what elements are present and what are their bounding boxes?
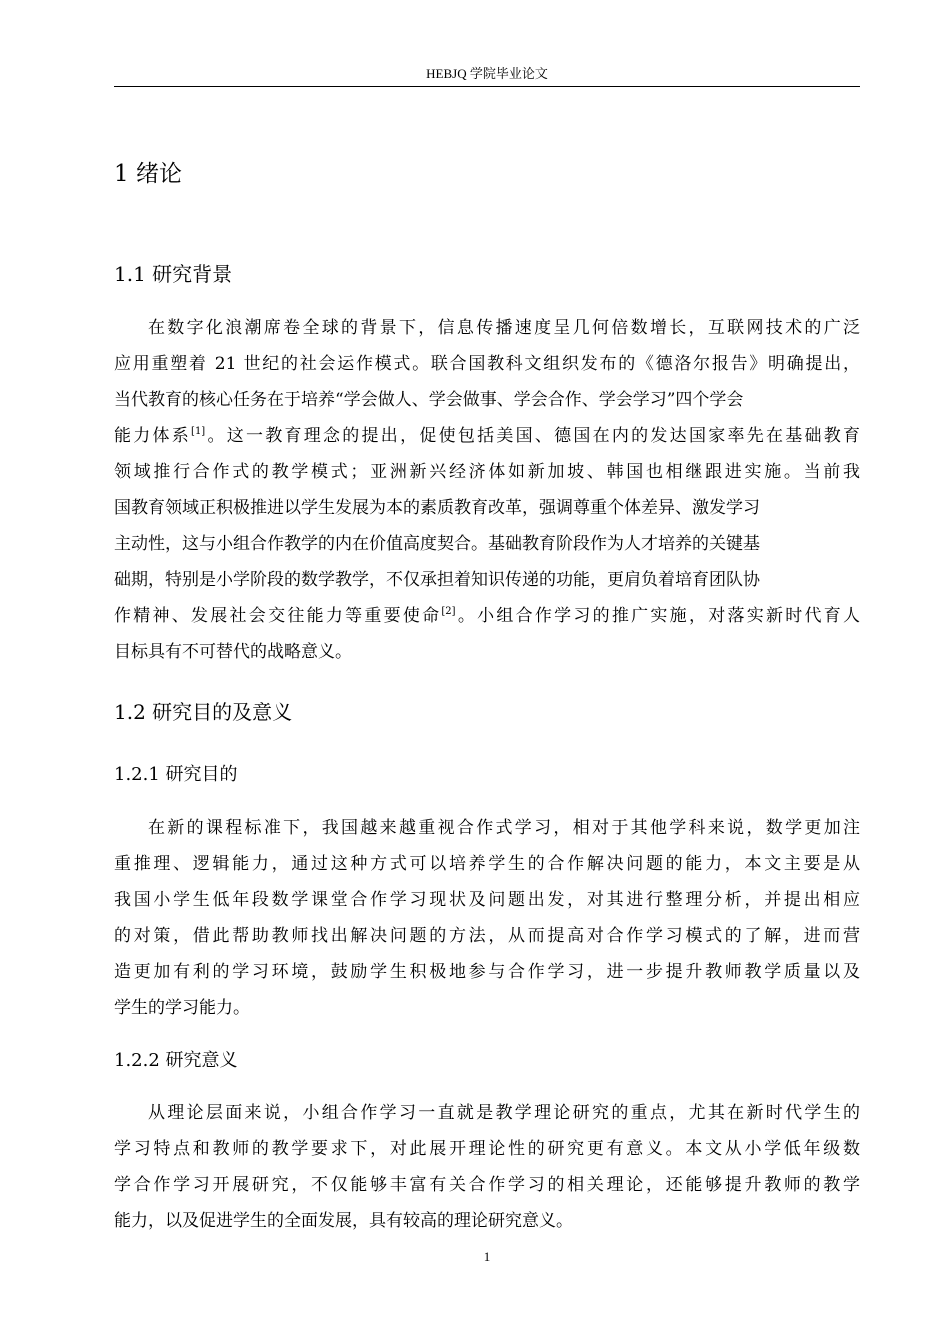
text-line: 目标具有不可替代的战略意义。: [114, 642, 352, 662]
section-title-1-2-2: 1.2.2 研究意义: [114, 1050, 238, 1071]
text-line: 重推理、逻辑能力，通过这种方式可以培养学生的合作解决问题的能力，本文主要是从: [114, 854, 860, 874]
text-line: 当代教育的核心任务在于培养“学会做人、学会做事、学会合作、学会学习”四个学会: [114, 390, 744, 410]
text-line: 的对策，借此帮助教师找出解决问题的方法，从而提高对合作学习模式的了解，进而营: [114, 926, 860, 946]
section-title-1-1: 1.1 研究背景: [114, 262, 233, 286]
text-line: 础期，特别是小学阶段的数学教学，不仅承担着知识传递的功能，更肩负着培育团队协: [114, 570, 760, 590]
text-line: 应用重塑着 21 世纪的社会运作模式。联合国教科文组织发布的《德洛尔报告》明确提出，: [114, 354, 860, 374]
paragraph-research-significance: [114, 1095, 860, 1239]
text-line: 学习特点和教师的教学要求下，对此展开理论性的研究更有意义。本文从小学低年级数: [114, 1139, 860, 1159]
section-title-1-2-1: 1.2.1 研究目的: [114, 764, 238, 785]
text-line: 造更加有利的学习环境，鼓励学生积极地参与合作学习，进一步提升教师教学质量以及: [114, 962, 860, 982]
text-line: 主动性，这与小组合作教学的内在价值高度契合。基础教育阶段作为人才培养的关键基: [114, 534, 760, 554]
text-line: 在数字化浪潮席卷全球的背景下，信息传播速度呈几何倍数增长，互联网技术的广泛: [148, 318, 860, 338]
chapter-title: 1 绪论: [114, 161, 182, 187]
text-line: 领域推行合作式的教学模式；亚洲新兴经济体如新加坡、韩国也相继跟进实施。当前我: [114, 462, 860, 482]
text-line-with-citation: [114, 418, 860, 454]
paragraph-research-purpose: [114, 810, 860, 1026]
page-number: 1: [483, 1249, 491, 1264]
text-fragment: 能力体系: [114, 426, 192, 446]
text-line: 能力，以及促进学生的全面发展，具有较高的理论研究意义。: [114, 1211, 573, 1231]
text-line: 从理论层面来说，小组合作学习一直就是教学理论研究的重点，尤其在新时代学生的: [148, 1103, 860, 1123]
header-rule: [114, 86, 860, 87]
section-title-1-2: 1.2 研究目的及意义: [114, 700, 293, 724]
text-line: 学合作学习开展研究，不仅能够丰富有关合作学习的相关理论，还能够提升教师的教学: [114, 1175, 860, 1195]
citation-ref-2: [2]: [441, 606, 456, 617]
text-line-with-citation: [114, 598, 860, 634]
text-line: 在新的课程标准下，我国越来越重视合作式学习，相对于其他学科来说，数学更加注: [148, 818, 860, 838]
text-line: 我国小学生低年段数学课堂合作学习现状及问题出发，对其进行整理分析，并提出相应: [114, 890, 860, 910]
text-line: 学生的学习能力。: [114, 998, 250, 1018]
page-header: HEBJQ 学院毕业论文: [426, 66, 548, 81]
paragraph-research-background: [114, 310, 860, 670]
text-line: 国教育领域正积极推进以学生发展为本的素质教育改革，强调尊重个体差异、激发学习: [114, 498, 760, 518]
citation-ref-1: [1]: [191, 426, 206, 437]
text-fragment: 。这一教育理念的提出，促使包括美国、德国在内的发达国家率先在基础教育: [205, 426, 861, 446]
text-fragment: 作精神、发展社会交往能力等重要使命: [114, 606, 442, 626]
text-fragment: 。小组合作学习的推广实施，对落实新时代育人: [455, 606, 861, 626]
